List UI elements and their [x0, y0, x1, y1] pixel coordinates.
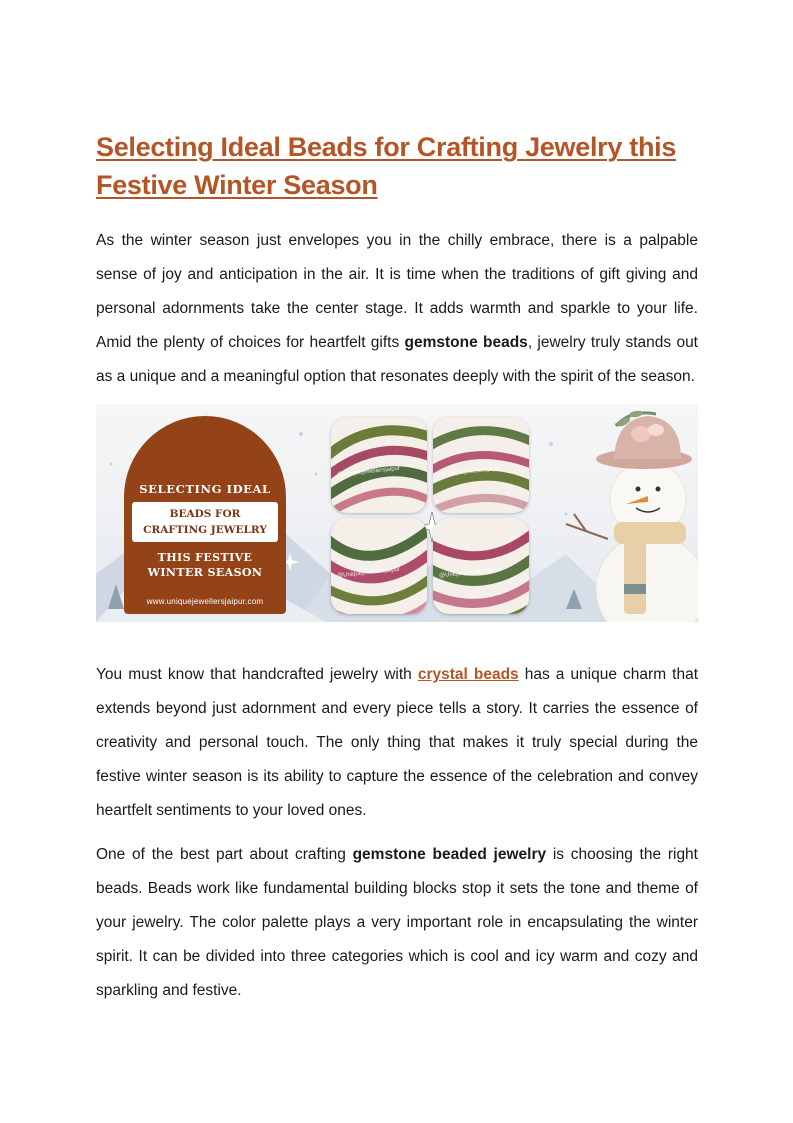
bead-photo-tile — [433, 417, 529, 513]
banner-line-2: THIS FESTIVE — [157, 551, 253, 564]
banner-title-box — [132, 502, 278, 542]
crystal-beads-link[interactable]: crystal beads — [417, 666, 519, 683]
banner-title-arch — [124, 416, 286, 614]
para-2-text-2: has a unique charm that extends beyond just adornment and every piece tells a story. It carries the essence of creativity and personal touch. The only thing that makes it truly special during the festive winter season is its ability to capture the essence of the celebration and convey heartfelt sentiments to your loved ones. — [96, 666, 699, 819]
watermark: @Uniquejewellersjaipur — [438, 566, 503, 580]
watermark: @Uniquejewellersjaipur — [336, 465, 401, 479]
watermark: @Uniquejewellersjaipur — [336, 566, 401, 580]
intro-bold-term: gemstone beads — [404, 334, 528, 351]
banner-subtitle — [124, 550, 286, 580]
article — [96, 128, 698, 1008]
banner-line-3: WINTER SEASON — [147, 566, 263, 579]
article-title: Selecting Ideal Beads for Crafting Jewelry this Festive Winter Season — [96, 132, 677, 200]
intro-text-2: , jewelry truly stands out as a unique and a meaningful option that resonates deeply with the spirit of the season. — [96, 334, 698, 385]
para-3-text-2: is choosing the right beads. Beads work like fundamental building blocks stop it sets the tone and theme of your jewelry. The color palette plays a very important role in encapsulating the winter spirit. It can be divided into three categories which is cool and icy warm and cozy and sparkling and festive. — [96, 846, 698, 999]
banner-box-line-1: BEADS FOR — [169, 508, 241, 520]
banner-url: www.uniquejewellersjaipur.com — [146, 597, 264, 606]
bead-strands-graphic — [433, 518, 529, 614]
bead-photo-tile — [433, 518, 529, 614]
paragraph-choosing-beads — [96, 838, 698, 1008]
intro-paragraph — [96, 224, 698, 394]
bead-strands-graphic — [331, 518, 427, 614]
bead-photo-tile — [331, 417, 427, 513]
bead-strands-graphic — [331, 417, 427, 513]
bead-strands-graphic — [433, 417, 529, 513]
para-3-bold-term: gemstone beaded jewelry — [352, 846, 547, 863]
bead-photo-tile — [331, 518, 427, 614]
banner-image — [96, 404, 698, 622]
intro-text-1: As the winter season just envelopes you in the chilly embrace, there is a palpable sense of joy and anticipation in the air. It is time when the traditions of gift giving and personal adornments take the center stage. It adds warmth and sparkle to your life. Amid the plenty of choices for heartfelt gifts — [96, 232, 698, 351]
banner-line-1: SELECTING IDEAL — [139, 482, 271, 496]
banner-box-line-2: CRAFTING JEWELRY — [143, 524, 267, 536]
paragraph-crystal-beads — [96, 658, 698, 828]
para-3-text-1: One of the best part about crafting — [96, 846, 353, 863]
watermark: @Uniquejewellersjaipur — [438, 465, 503, 479]
para-2-text-1: You must know that handcrafted jewelry with — [96, 666, 418, 683]
